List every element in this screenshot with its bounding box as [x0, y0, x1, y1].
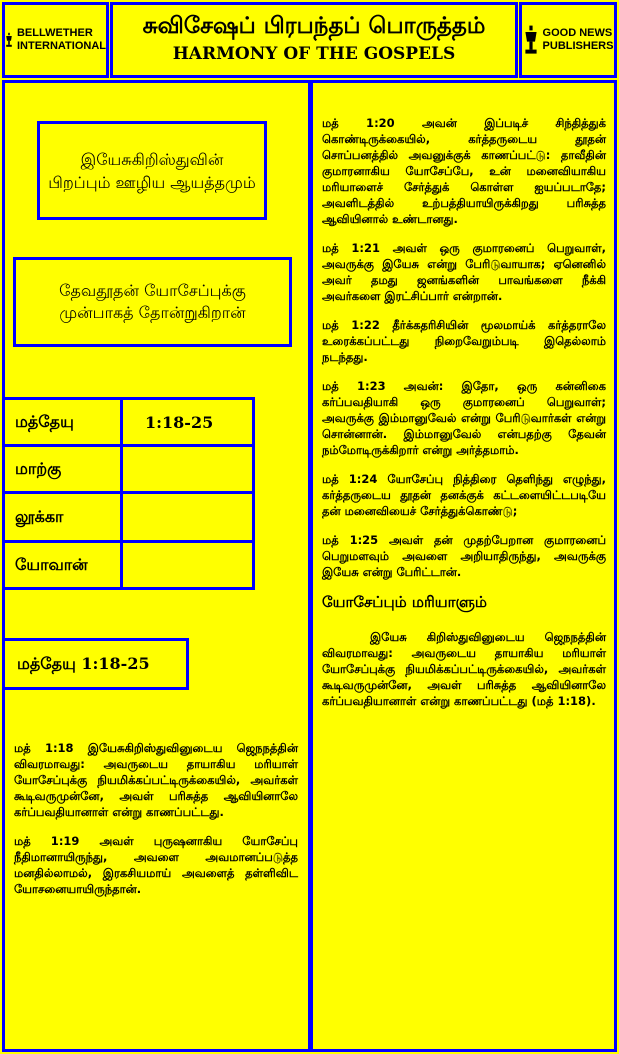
table-cell-book: யோவான் [2, 540, 123, 590]
title-english: HARMONY OF THE GOSPELS [172, 44, 456, 64]
verse-paragraph: மத் 1:19 அவள் புருஷனாகிய யோசேப்பு நீதிமானாயிருந்து, அவளை அவமானப்படுத்த மனதில்லாமல், இரகசியமாய் அவளைத் தள்ளிவிட யோசனையாயிருந்தான். [14, 834, 298, 896]
right-logo-line2: PUBLISHERS [542, 40, 614, 52]
left-logo-line2: INTERNATIONAL [16, 40, 106, 52]
section-heading: யோசேப்பும் மரியாளும் [322, 593, 487, 611]
good-news-logo [519, 2, 617, 78]
table-cell-ref [120, 540, 255, 590]
verse-paragraph: மத் 1:25 அவள் தன் முதற்பேறான குமாரனைப் பெறுமளவும் அவளை அறியாதிருந்து, அவருக்கு இயேசு என்று பேரிட்டான். [322, 533, 606, 579]
table-cell-ref [120, 444, 255, 494]
verse-paragraph: மத் 1:23 அவன்: இதோ, ஒரு கன்னிகை கர்ப்பவதியாகி ஒரு குமாரனைப் பெறுவாள்; அவருக்கு இம்மானுவேல் என்று பேரிடுவார்கள் என்று சொன்னான். இம்மானுவேல் என்பதற்கு தேவன் நம்மோடிருக்கிறார் என்று அர்த்தமாம். [322, 379, 606, 457]
lamp-icon [523, 20, 539, 60]
subsection-title: தேவதூதன் யோசேப்புக்கு முன்பாகத் தோன்றுகிறான் [59, 281, 246, 322]
title-tamil: சுவிசேஷப் பிரபந்தப் பொருத்தம் [142, 12, 486, 39]
verse-paragraph: மத் 1:24 யோசேப்பு நித்திரை தெளிந்து எழுந்து, கர்த்தருடைய தூதன் தனக்குக் கட்டளையிட்டபடியே தன் மனைவியைச் சேர்த்துக்கொண்டு; [322, 472, 606, 518]
reference-label: மத்தேயு 1:18-25 [2, 638, 189, 690]
table-cell-book: மத்தேயு [2, 397, 123, 447]
verse-paragraph: மத் 1:20 அவன் இப்படிச் சிந்தித்துக் கொண்டிருக்கையில், கர்த்தருடைய தூதன் சொப்பனத்தில் அவனுக்குக் காணப்பட்டு: தாவீதின் குமாரனாகிய யோசேப்பே, உன் மனைவியாகிய மரியாளைச் சேர்த்துக் கொள்ள ஐயப்படாதே; அவளிடத்தில் உற்பத்தியாயிருக்கிறது பரிசுத்த ஆவியினால் உண்டானது. [322, 116, 606, 226]
table-cell-ref: 1:18-25 [120, 397, 255, 447]
left-logo-line1: BELLWETHER [16, 27, 93, 39]
left-passage [14, 740, 298, 910]
section-title: இயேசுகிறிஸ்துவின் பிறப்பும் ஊழிய ஆயத்தமும் [48, 149, 256, 192]
page-title [110, 2, 518, 78]
summary-paragraph: இயேசு கிறிஸ்துவினுடைய ஜெநநத்தின் விவரமாவது: அவருடைய தாயாகிய மரியாள் யோசேப்புக்கு நியமிக்கப்பட்டிருக்கையில், அவர்கள் கூடிவருமுன்னே, அவள் பரிசுத்த ஆவியினாலே கர்ப்பவதியானாள் என்று காணப்பட்டது (மத் 1:18). [322, 630, 606, 708]
subsection-title-box [13, 257, 292, 347]
table-cell-book: லூக்கா [2, 491, 123, 543]
verse-paragraph: மத் 1:22 தீர்க்கதரிசியின் மூலமாய்க் கர்த்தராலே உரைக்கப்பட்டது நிறைவேறும்படி இதெல்லாம் நடந்தது. [322, 318, 606, 364]
verse-paragraph: மத் 1:18 இயேசுகிறிஸ்துவினுடைய ஜெநநத்தின் விவரமாவது: அவருடைய தாயாகிய மரியாள் யோசேப்புக்கு நியமிக்கப்பட்டிருக்கையில், அவர்கள் கூடிவருமுன்னே, அவள் பரிசுத்த ஆவியினாலே கர்ப்பவதியானாள் என்று காணப்பட்டது. [14, 741, 298, 819]
right-logo-line1: GOOD NEWS [542, 27, 613, 39]
section-title-box [37, 121, 267, 220]
verse-paragraph: மத் 1:21 அவள் ஒரு குமாரனைப் பெறுவாள், அவருக்கு இயேசு என்று பேரிடுவாயாக; ஏனெனில் அவர் தமது ஜனங்களின் பாவங்களை நீக்கி அவர்களை இரட்சிப்பார் என்றான். [322, 241, 606, 303]
table-cell-ref [120, 491, 255, 543]
table-cell-book: மாற்கு [2, 444, 123, 494]
lamp-icon [5, 20, 13, 60]
bellwether-logo [2, 2, 109, 78]
right-passage [322, 115, 606, 722]
